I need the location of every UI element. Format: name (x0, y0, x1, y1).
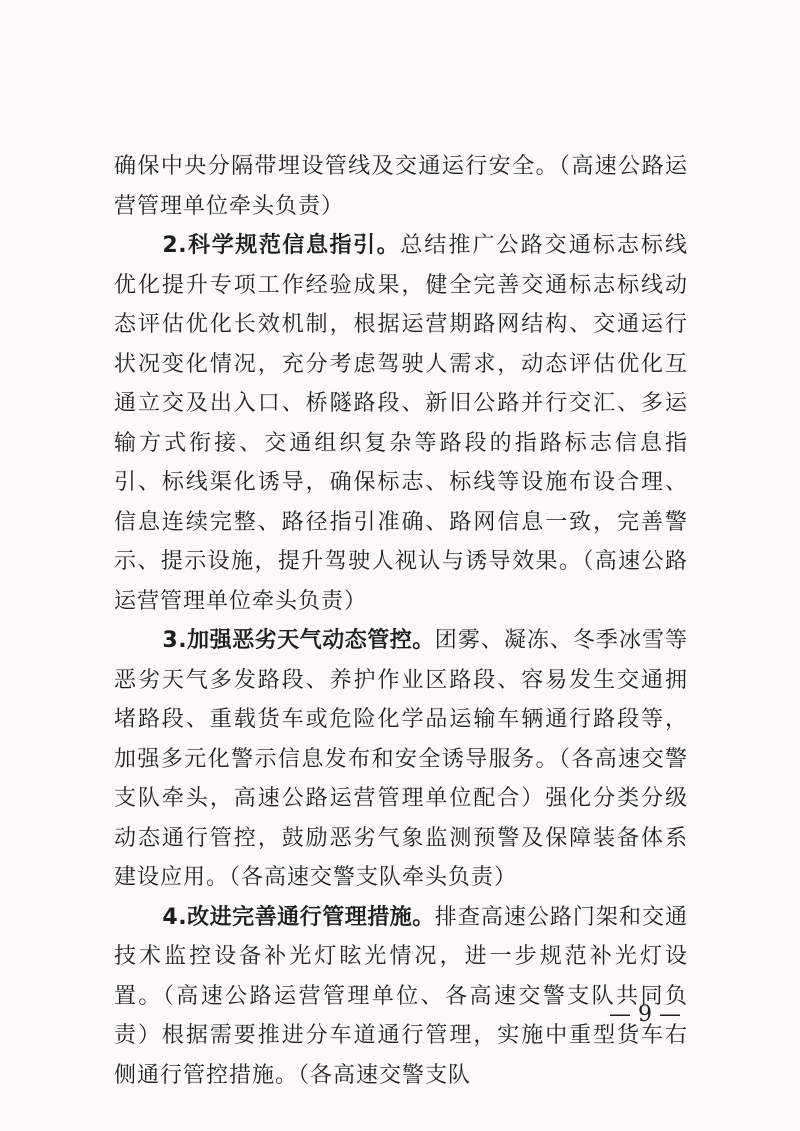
paragraph-text: 确保中央分隔带埋设管线及交通运行安全。（高速公路运营管理单位牵头负责） (114, 154, 688, 219)
section-heading: 4.改进完善通行管理措施。 (162, 904, 435, 930)
section-heading: 2.科学规范信息指引。 (162, 233, 401, 258)
section-heading: 3.加强恶劣天气动态管控。 (162, 628, 435, 653)
paragraph-text: 团雾、凝冻、冬季冰雪等恶劣天气多发路段、养护作业区路段、容易发生交通拥堵路段、重载货车或危险化学品运输车辆通行路段等，加强多元化警示信息发布和安全诱导服务。（各高速交警支队牵头，高速公路运营管理单位配合）强化分类分级动态通行管控，鼓励恶劣气象监测预警及保障装备体系建设应用。（各高速交警支队牵头负责） (114, 628, 688, 890)
paragraph-weather-control (114, 621, 688, 898)
paragraph-information-guidance (114, 226, 688, 621)
page-number: — 9 — (609, 1002, 681, 1027)
paragraph-text: 总结推广公路交通标志标线优化提升专项工作经验成果，健全完善交通标志标线动态评估优化长效机制，根据运营期路网结构、交通运行状况变化情况，充分考虑驾驶人需求，动态评估优化互通立交及出入口、桥隧路段、新旧公路并行交汇、多运输方式衔接、交通组织复杂等路段的指路标志信息指引、标线渠化诱导，确保标志、标线等设施布设合理、信息连续完整、路径指引准确、路网信息一致，完善警示、提示设施，提升驾驶人视认与诱导效果。（高速公路运营管理单位牵头负责） (114, 233, 688, 614)
paragraph-text: 排查高速公路门架和交通技术监控设备补光灯眩光情况，进一步规范补光灯设置。（高速公路运营管理单位、各高速交警支队共同负责）根据需要推进分车道通行管理，实施中重型货车右侧通行管控措施。（各高速交警支队 (114, 904, 688, 1088)
document-body (114, 147, 688, 1095)
paragraph-traffic-management (114, 898, 688, 1096)
paragraph-continuation (114, 147, 688, 226)
